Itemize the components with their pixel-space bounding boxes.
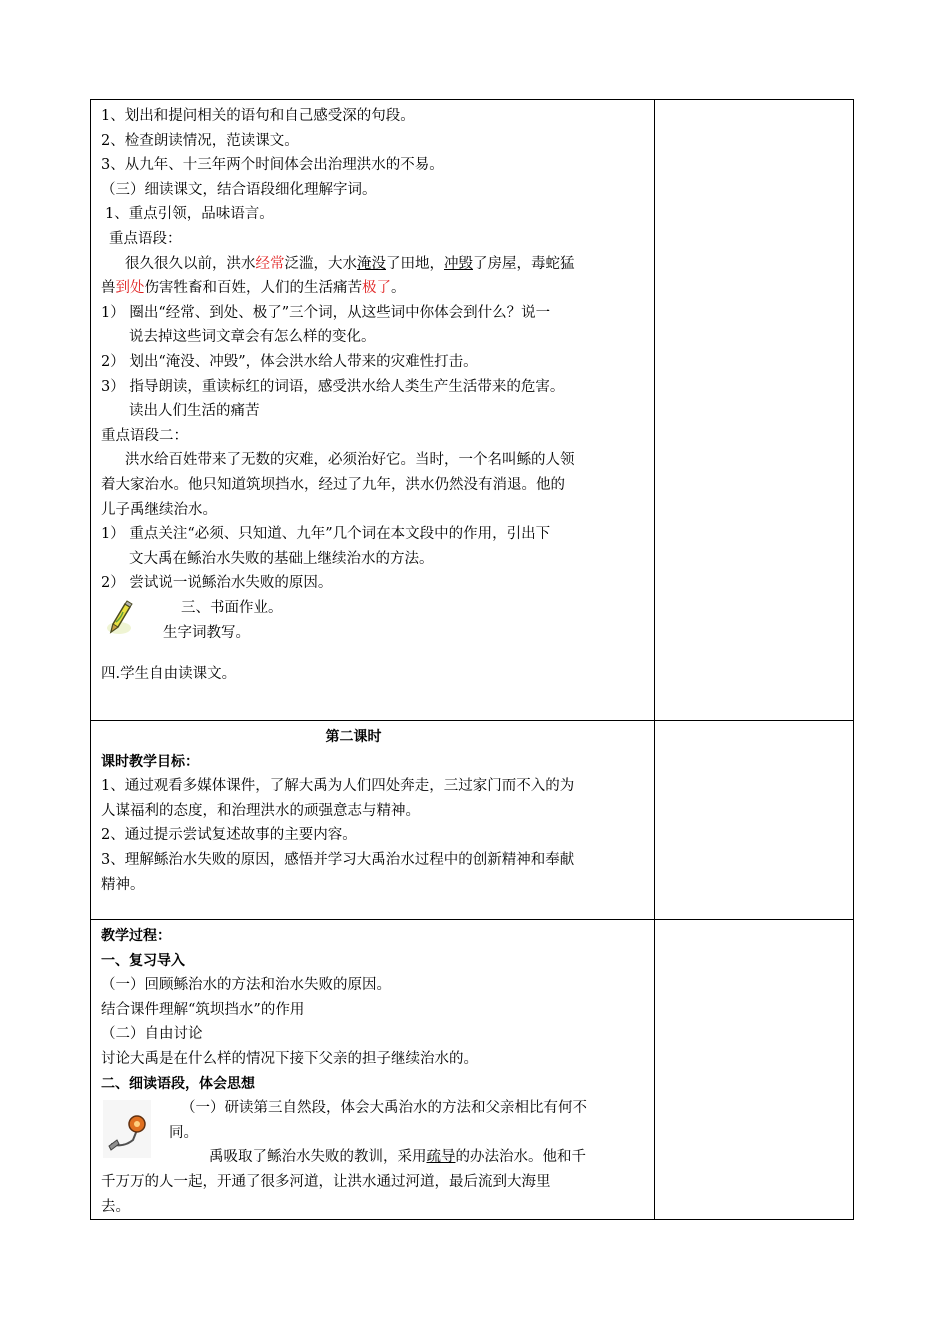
passage-line: 儿子禹继续治水。 — [101, 501, 217, 518]
lesson-title: 第二课时 — [325, 729, 382, 745]
goal-line: 3、理解鲧治水失败的原因，感悟并学习大禹治水过程中的创新精神和奉献 — [101, 851, 575, 868]
main-cell — [91, 721, 655, 920]
goal-line: 精神。 — [101, 876, 145, 893]
question-line: 3） 指导朗读，重读标红的词语，感受洪水给人类生产生活带来的危害。 — [101, 378, 565, 395]
table-row — [91, 920, 854, 1220]
passage-text: 很久很久以前，洪水 — [125, 255, 256, 272]
text-line: 1、重点引领，品味语言。 — [105, 206, 274, 223]
text-line: 讨论大禹是在什么样的情况下接下父亲的担子继续治水的。 — [101, 1050, 478, 1067]
subheading: 重点语段二： — [101, 427, 188, 444]
process-label: 教学过程： — [101, 928, 171, 944]
passage-text: 的办法治水。他和千 — [455, 1149, 586, 1166]
passage-text: 兽 — [101, 280, 116, 297]
passage-text: 伤害牲畜和百姓，人们的生活痛苦 — [144, 280, 362, 297]
homework-title: 三、书面作业。 — [181, 599, 283, 616]
passage-line — [101, 252, 646, 277]
passage-line — [101, 1145, 646, 1170]
passage-line: 千万万的人一起，开通了很多河道，让洪水通过河道，最后流到大海里 — [101, 1173, 551, 1190]
underlined-word: 淹没 — [357, 255, 386, 272]
question-line: 1） 圈出“经常、到处、极了”三个词，从这些词中你体会到什么？说一 — [101, 304, 551, 321]
passage-line: 着大家治水。他只知道筑坝挡水，经过了九年，洪水仍然没有消退。他的 — [101, 476, 565, 493]
underlined-word: 疏导 — [426, 1149, 456, 1166]
passage-line: 洪水给百姓带来了无数的灾难，必须治好它。当时，一个名叫鲧的人领 — [125, 452, 575, 469]
passage-text: 泛滥，大水 — [284, 255, 357, 272]
main-cell — [91, 100, 655, 721]
question-line: 1） 重点关注“必须、只知道、九年”几个词在本文段中的作用，引出下 — [101, 526, 551, 543]
question-line: 2） 划出“淹没、冲毁”，体会洪水给人带来的灾难性打击。 — [101, 353, 478, 370]
question-line: （一）研读第三自然段，体会大禹治水的方法和父亲相比有何不 — [181, 1100, 587, 1117]
notes-cell — [655, 721, 854, 920]
question-line: 文大禹在鲧治水失败的基础上继续治水的方法。 — [129, 550, 434, 567]
table-row — [91, 721, 854, 920]
question-line: 2） 尝试说一说鲧治水失败的原因。 — [101, 575, 333, 592]
goal-line: 人谋福利的态度，和治理洪水的顽强意志与精神。 — [101, 802, 420, 819]
pencil-icon — [103, 598, 135, 638]
homework-item: 生字词教写。 — [163, 624, 250, 641]
goals-label: 课时教学目标： — [101, 753, 199, 770]
table-row — [91, 100, 854, 721]
text-line: （一）回顾鲧治水的方法和治水失败的原因。 — [101, 977, 391, 994]
notes-cell — [655, 920, 854, 1220]
passage-line — [101, 276, 646, 301]
detail-block — [101, 1096, 646, 1219]
question-line: 同。 — [169, 1124, 198, 1141]
text-line: （二）自由讨论 — [101, 1026, 203, 1043]
text-line: 结合课件理解“筑坝挡水”的作用 — [101, 1001, 305, 1018]
question-line: 读出人们生活的痛苦 — [129, 403, 260, 420]
passage-text: 了房屋，毒蛇猛 — [473, 255, 575, 272]
main-cell — [91, 920, 655, 1220]
goal-line: 2、通过提示尝试复述故事的主要内容。 — [101, 827, 357, 844]
lesson-plan-table — [90, 99, 854, 1220]
goal-line: 1、通过观看多媒体课件，了解大禹为人们四处奔走，三过家门而不入的为 — [101, 778, 575, 795]
text-line: 2、检查朗读情况，范读课文。 — [101, 132, 299, 149]
text-line: 3、从九年、十三年两个时间体会出治理洪水的不易。 — [101, 157, 444, 174]
passage-text: 禹吸取了鲧治水失败的教训，采用 — [209, 1149, 427, 1166]
text-line: 1、划出和提问相关的语句和自己感受深的句段。 — [101, 108, 415, 124]
passage-line: 去。 — [101, 1198, 130, 1215]
section-heading: 二、细读语段，体会思想 — [101, 1075, 255, 1092]
question-line: 说去掉这些词文章会有怎么样的变化。 — [129, 329, 376, 346]
passage-text: 。 — [391, 280, 406, 297]
highlighted-word: 到处 — [115, 280, 145, 297]
underlined-word: 冲毁 — [444, 255, 473, 272]
section-heading: 一、复习导入 — [101, 952, 185, 969]
highlighted-word: 经常 — [255, 255, 285, 272]
highlighted-word: 极了 — [362, 280, 391, 297]
step-line: 四.学生自由读课文。 — [101, 665, 237, 682]
water-pump-icon — [103, 1100, 151, 1158]
passage-text: 了田地， — [386, 255, 444, 272]
text-line: 重点语段： — [109, 230, 182, 247]
homework-block — [101, 596, 646, 646]
notes-cell — [655, 100, 854, 721]
text-line: （三）细读课文，结合语段细化理解字词。 — [101, 181, 377, 198]
spacer — [101, 646, 646, 662]
